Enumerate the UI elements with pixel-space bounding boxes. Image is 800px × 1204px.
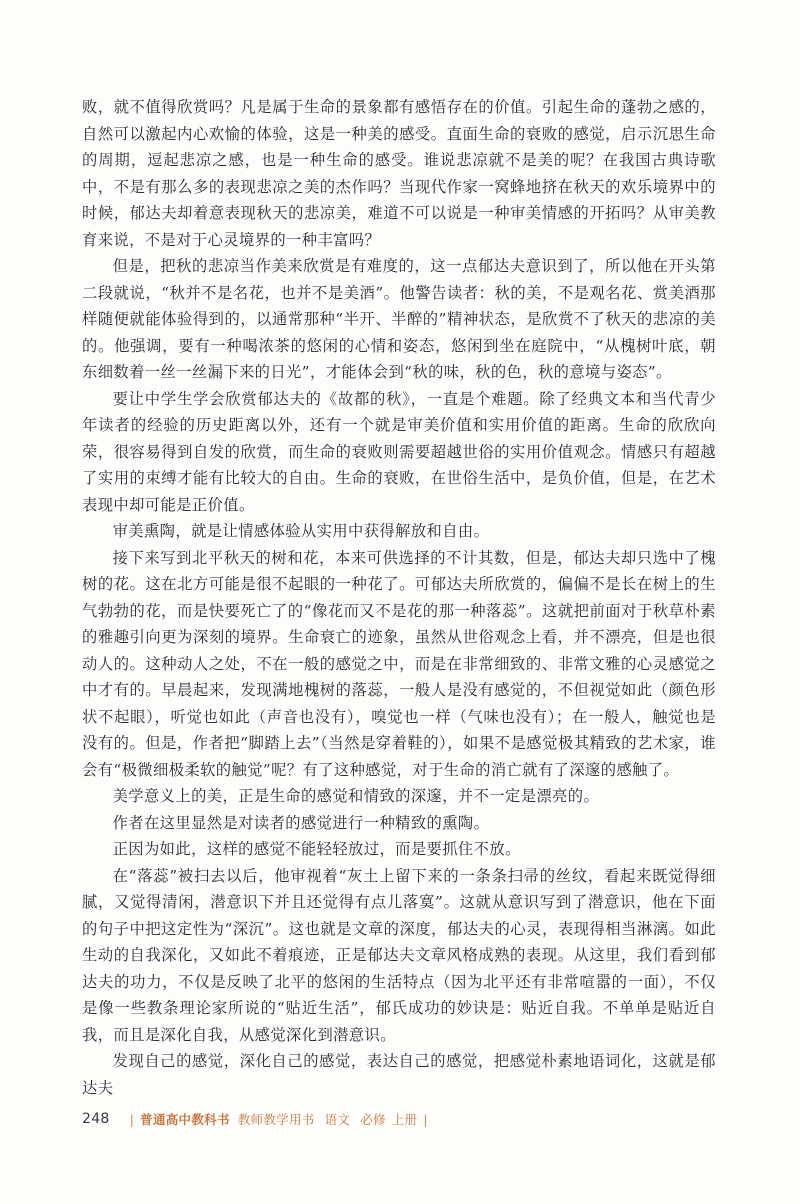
compulsory-label: 必修	[360, 1112, 386, 1127]
paragraph-8: 正因为如此，这样的感觉不能轻轻放过，而是要抓住不放。	[112, 840, 521, 858]
paragraph-4: 审美熏陶，就是让情感体验从实用中获得解放和自由。	[112, 522, 490, 540]
paragraph-1: 败，就不值得欣赏吗？凡是属于生命的景象都有感悟存在的价值。引起生命的蓬勃之感的，自然可以激起内心欢愉的体验，这是一种美的感受。直面生命的衰败的感觉，启示沉思生命的周期，逗起悲凉之感，也是一种生命的感受。谁说悲凉就不是美的呢？在我国古典诗歌中，不是有那么多的表现悲凉之美的杰作吗？当现代作家一窝蜂地挤在秋天的欢乐境界中的时候，郁达夫却着意表现秋天的悲凉美，难道不可以说是一种审美情感的开拓吗？从审美教育来说，不是对于心灵境界的一种丰富吗？	[82, 98, 716, 249]
page-number: 248	[82, 1111, 110, 1127]
paragraph-10: 发现自己的感觉，深化自己的感觉，表达自己的感觉，把感觉朴素地语词化，这就是郁达夫	[82, 1052, 716, 1097]
paragraph-9: 在“落蕊”被扫去以后，他审视着“灰土上留下来的一条条扫帚的丝纹，看起来既觉得细腻，又觉得清闲，潜意识下并且还觉得有点儿落寞”。这就从意识写到了潜意识，他在下面的句子中把这定性为“深沉”。这也就是文章的深度，郁达夫的心灵，表现得相当淋漓。如此生动的自我深化，又如此不着痕迹，正是郁达夫文章风格成熟的表现。从这里，我们看到郁达夫的功力，不仅是反映了北平的悠闲的生活特点（因为北平还有非常喧嚣的一面），不仅是像一些教条理论家所说的“贴近生活”，郁氏成功的妙诀是：贴近自我。不单单是贴近自我，而且是深化自我，从感觉深化到潜意识。	[82, 866, 716, 1044]
subject-label: 语文	[324, 1112, 351, 1127]
paragraph-7: 作者在这里显然是对读者的感觉进行一种精致的熏陶。	[112, 813, 490, 832]
paragraph-3: 要让中学生学会欣赏郁达夫的《故都的秋》，一直是个难题。除了经典文本和当代青少年读者的经验的历史距离以外，还有一个就是审美价值和实用价值的距离。生命的欣欣向荣，很容易得到自发的欣赏，而生命的衰败则需要超越世俗的实用价值观念。情感只有超越了实用的束缚才能有比较大的自由。生命的衰败，在世俗生活中，是负价值，但是，在艺术表现中却可能是正价值。	[82, 389, 716, 514]
paragraph-6: 美学意义上的美，正是生命的感觉和情致的深邃，并不一定是漂亮的。	[112, 787, 600, 805]
footer-separator-end: |	[423, 1111, 428, 1127]
paragraph-5: 接下来写到北平秋天的树和花，本来可供选择的不计其数，但是，郁达夫却只选中了槐树的花。这在北方可能是很不起眼的一种花了。可郁达夫所欣赏的，偏偏不是长在树上的生气勃勃的花，而是快要死亡了的“像花而又不是花的那一种落蕊”。这就把前面对于秋草朴素的雅趣引向更为深刻的境界。生命衰亡的迹象，虽然从世俗观念上看，并不漂亮，但是也很动人的。这种动人之处，不在一般的感觉之中，而是在非常细致的、非常文雅的心灵感觉之中才有的。早晨起来，发现满地槐树的落蕊，一般人是没有感觉的，不但视觉如此（颜色形状不起眼），听觉也如此（声音也没有），嗅觉也一样（气味也没有）；在一般人，触觉也是没有的。但是，作者把“脚踏上去”（当然是穿着鞋的），如果不是感觉极其精致的艺术家，谁会有“极微细极柔软的触觉”呢？有了这种感觉，对于生命的消亡就有了深邃的感触了。	[82, 548, 716, 779]
body-text	[82, 94, 716, 1101]
series-title: 普通高中教科书	[140, 1112, 230, 1127]
page-footer	[82, 1110, 434, 1128]
volume-label: 上册	[391, 1112, 418, 1127]
paragraph-2: 但是，把秋的悲凉当作美来欣赏是有难度的，这一点郁达夫意识到了，所以他在开头第二段就说，“秋并不是名花，也并不是美酒”。他警告读者：秋的美，不是观名花、赏美酒那样随便就能体验得到的，以通常那种“半开、半醉的”精神状态，是欣赏不了秋天的悲凉的美的。他强调，要有一种喝浓茶的悠闲的心情和姿态，悠闲到坐在庭院中，“从槐树叶底，朝东细数着一丝一丝漏下来的日光”，才能体会到“秋的味，秋的色，秋的意境与姿态”。	[82, 257, 716, 381]
book-type: 教师教学用书	[237, 1112, 315, 1127]
footer-separator: |	[129, 1111, 135, 1127]
